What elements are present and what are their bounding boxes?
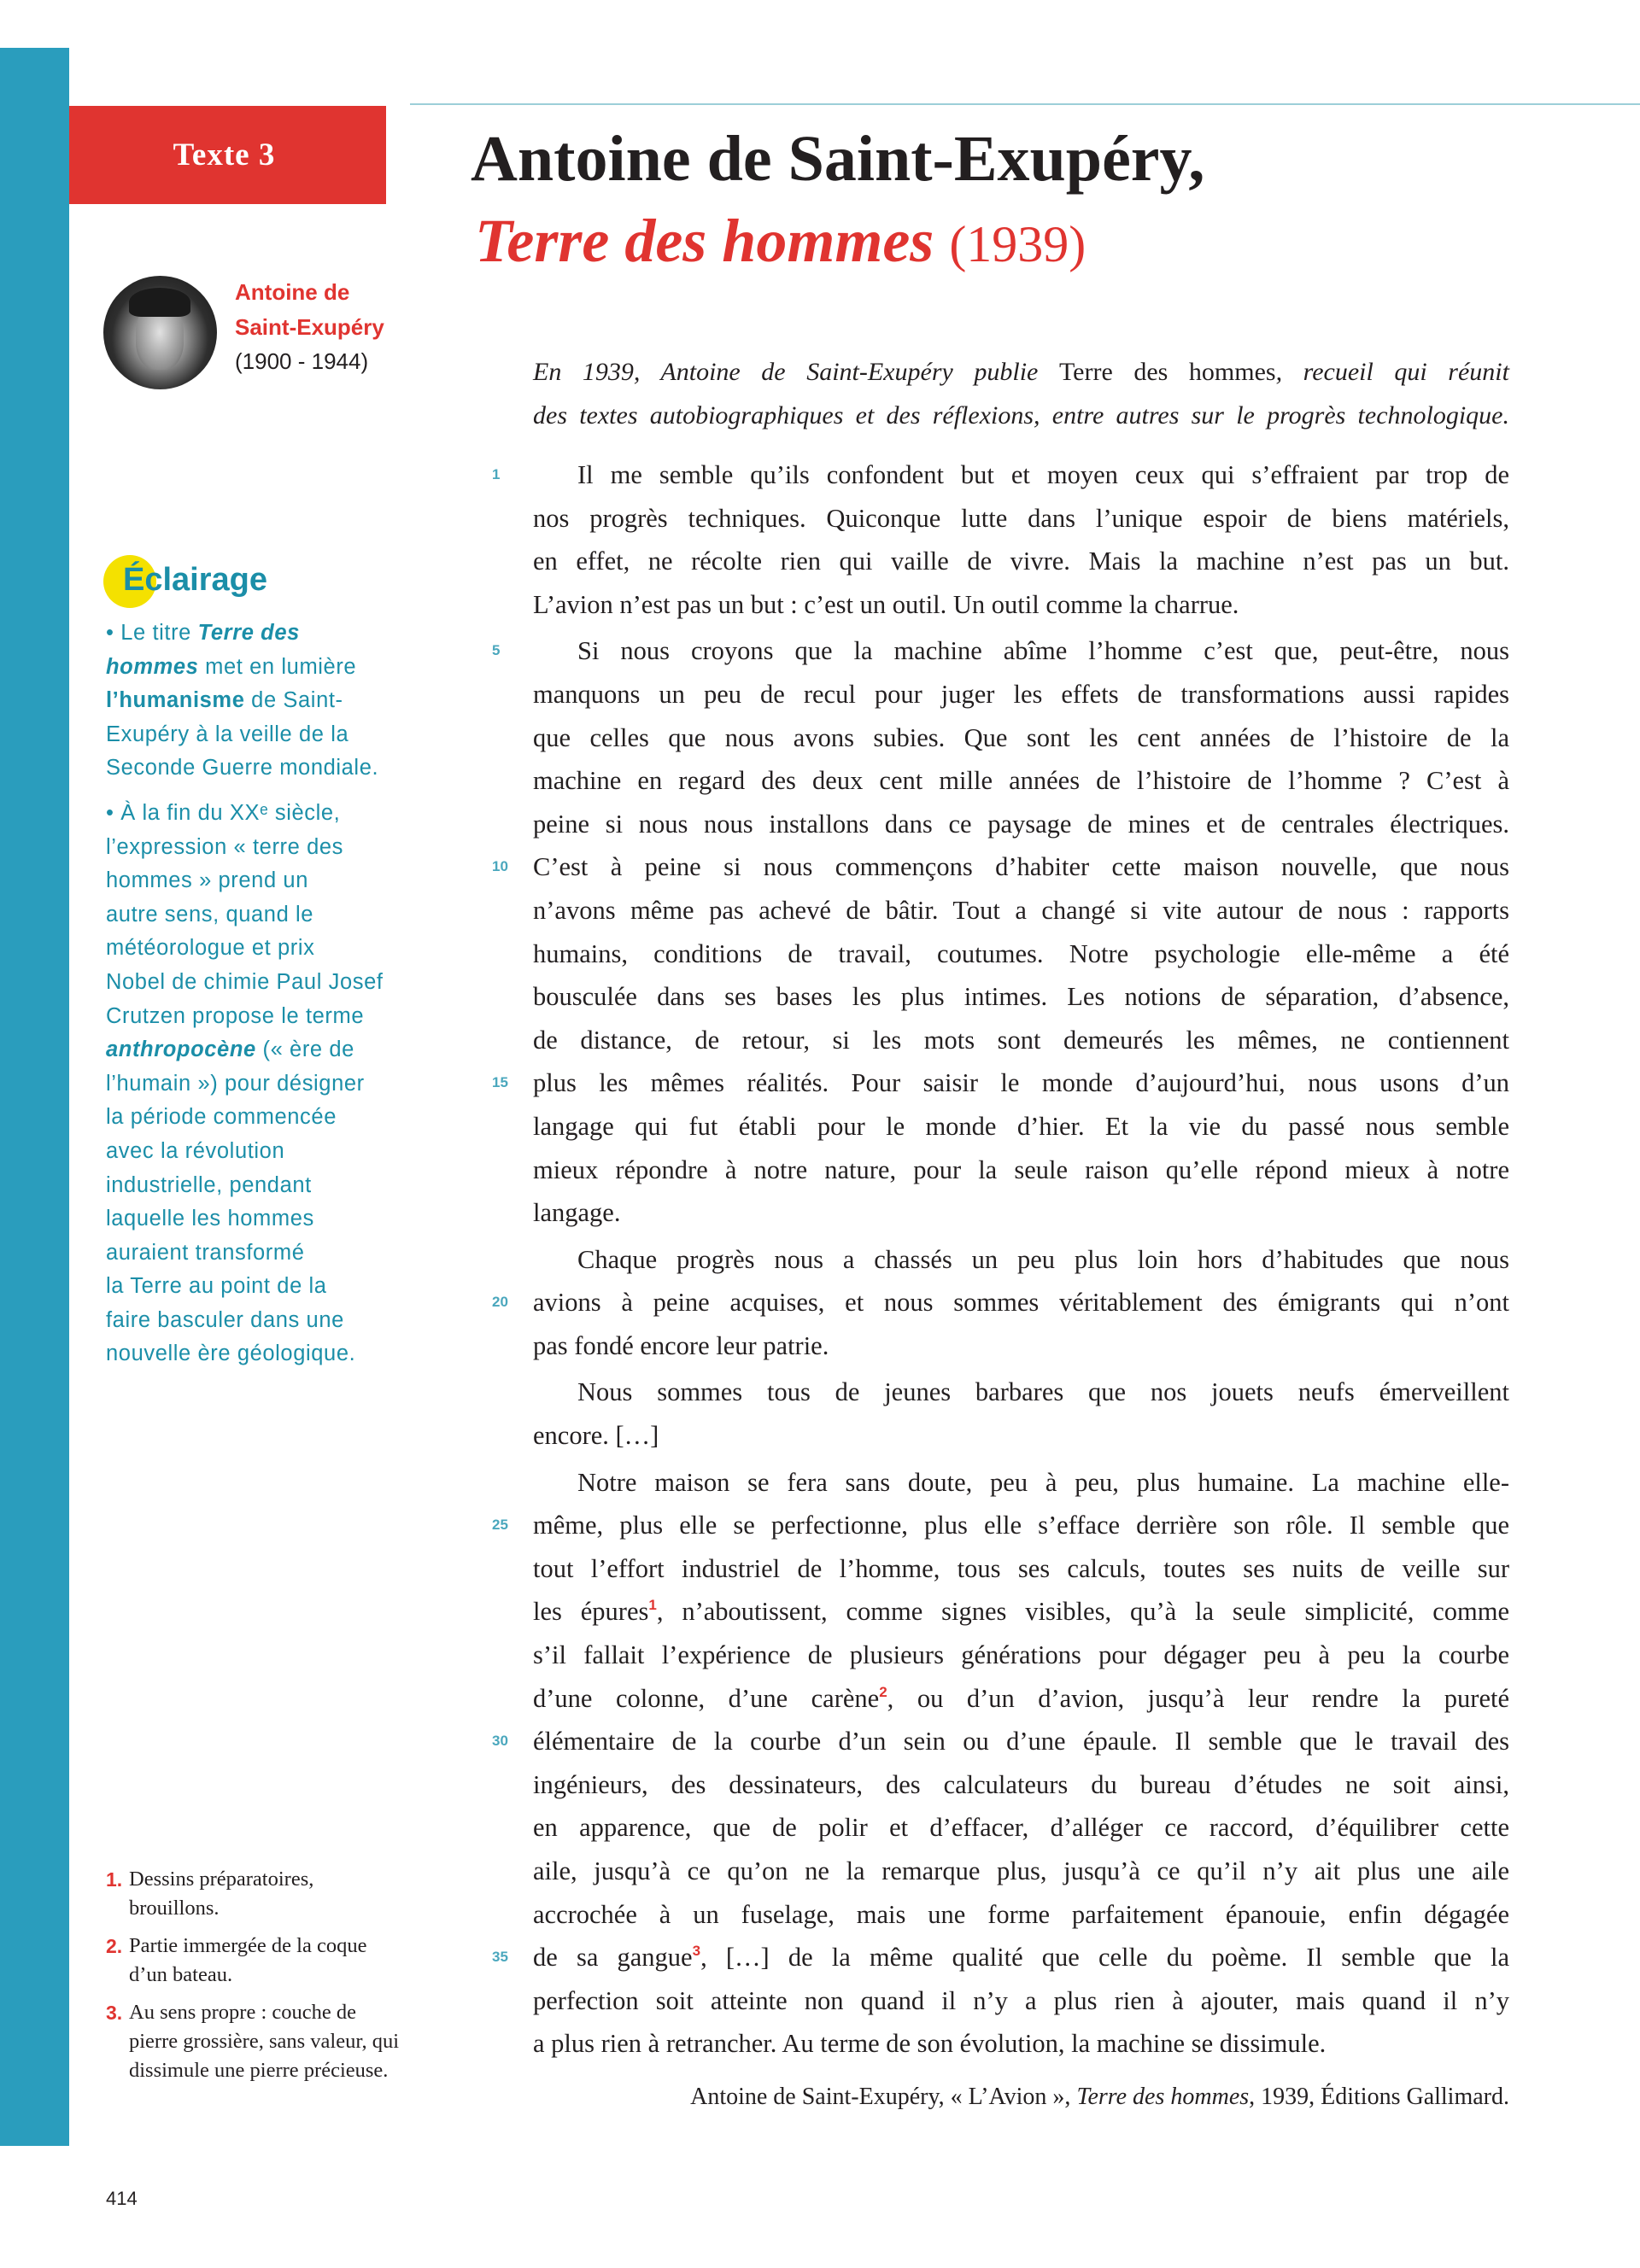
- page-title-author: Antoine de Saint-Exupéry,: [471, 123, 1205, 195]
- text-label: Texte 3: [173, 137, 276, 172]
- footnote-text: Partie immergée de la coque d’un bateau.: [129, 1934, 367, 1986]
- text-line: accrochée à un fuselage, mais une forme parfaitement épanouie, enfin dégagée: [533, 1899, 1509, 1929]
- text-line: n’avons même pas achevé de bâtir. Tout a changé si vite autour de nous : rapports: [533, 895, 1509, 925]
- text-line: en apparence, que de polir et d’effacer, d’alléger ce raccord, d’équilibrer cette: [533, 1813, 1509, 1843]
- text-line: humains, conditions de travail, coutumes. Notre psychologie elle-même a été: [533, 938, 1509, 968]
- text-line: pas fondé encore leur patrie.: [533, 1330, 829, 1360]
- footnote-text: Au sens propre : couche de pierre grossière, sans valeur, qui dissimule une pierre précieuse.: [129, 2001, 400, 2082]
- footnote-text: Dessins préparatoires, brouillons.: [129, 1868, 314, 1920]
- eclairage-line: [106, 932, 384, 966]
- paragraph: [533, 1371, 1509, 1457]
- text-line: s’il fallait l’expérience de plusieurs générations pour dégager peu à peu la courbe: [533, 1640, 1509, 1670]
- author-card: [235, 275, 384, 379]
- eclairage-line: [106, 831, 384, 865]
- eclairage-text: industrielle, pendant: [106, 1172, 312, 1197]
- line-number: 5: [492, 642, 501, 659]
- eclairage-line: [106, 1000, 384, 1034]
- eclairage-text: hommes: [106, 654, 199, 679]
- text-line: 5 Si nous croyons que la machine abîme l’homme c’est que, peut-être, nous: [533, 629, 1509, 673]
- eclairage-line: [106, 1337, 384, 1371]
- eclairage-line: [106, 1033, 384, 1067]
- eclairage-text: l’expression « terre des: [106, 834, 344, 859]
- text-line: a plus rien à retrancher. Au terme de son évolution, la machine se dissimule.: [533, 2029, 1327, 2059]
- eclairage-body: [106, 617, 384, 1371]
- excerpt-body: [492, 453, 1509, 2069]
- text-line: manquons un peu de recul pour juger les effets de transformations aussi rapides: [533, 679, 1509, 709]
- paragraph: [492, 453, 1509, 626]
- text-line: 10 C’est à peine si nous commençons d’habiter cette maison nouvelle, que nous: [533, 845, 1509, 889]
- line-number: 10: [492, 858, 508, 875]
- intro-text: [533, 350, 1509, 437]
- eclairage-text: Crutzen propose le terme: [106, 1003, 365, 1028]
- text-line: 25 même, plus elle se perfectionne, plus elle s’efface derrière son rôle. Il semble que: [533, 1504, 1509, 1547]
- text-line: aile, jusqu’à ce qu’on ne la remarque plus, jusqu’à ce qu’il n’y ait plus une aile: [533, 1856, 1509, 1885]
- text-line: les épures$^1$, n’aboutissent, comme signes visibles, qu’à la seule simplicité, comme: [533, 1597, 1509, 1627]
- eclairage-text: laquelle les hommes: [106, 1207, 314, 1231]
- eclairage-text: faire basculer dans une: [106, 1307, 344, 1332]
- footnote-ref: 2: [879, 1683, 887, 1700]
- footnote: [106, 1865, 405, 1923]
- text-line: bousculée dans ses bases les plus intimes. Les notions de séparation, d’absence,: [533, 982, 1509, 1012]
- eclairage-text: Seconde Guerre mondiale.: [106, 756, 379, 780]
- eclairage-text: la Terre au point de la: [106, 1274, 327, 1299]
- text-label-box: [69, 106, 386, 204]
- eclairage-line: [106, 1135, 384, 1169]
- author-name-line1: Antoine de: [235, 279, 350, 305]
- eclairage-text: auraient transformé: [106, 1240, 305, 1265]
- source-work: Terre des hommes: [1076, 2084, 1250, 2110]
- text-line: perfection soit atteinte non quand il n’y a plus rien à ajouter, mais quand il n’y: [533, 1985, 1509, 2015]
- author-portrait: [103, 276, 217, 389]
- eclairage-text: la période commencée: [106, 1105, 337, 1130]
- eclairage-text: met en lumière: [198, 654, 357, 679]
- intro-part2: , recueil qui réunit: [1275, 358, 1509, 386]
- source-citation: [690, 2084, 1509, 2111]
- eclairage-line: [106, 797, 384, 831]
- text-line: Notre maison se fera sans doute, peu à peu, plus humaine. La machine elle-: [577, 1467, 1509, 1497]
- eclairage-line: [106, 718, 384, 752]
- eclairage-text: anthropocène: [106, 1038, 256, 1062]
- bullet-gap: [106, 786, 384, 797]
- text-line: peine si nous nous installons dans ce paysage de mines et de centrales électriques.: [533, 809, 1509, 839]
- text-line: tout l’effort industriel de l’homme, tous ses calculs, toutes ses nuits de veille sur: [533, 1553, 1509, 1583]
- text-line: machine en regard des deux cent mille années de l’histoire de l’homme ? C’est à: [533, 766, 1509, 796]
- eclairage-text: Terre des: [197, 621, 300, 645]
- eclairage-line: [106, 1304, 384, 1338]
- page-title-work: [475, 207, 1086, 275]
- text-line: 35 de sa gangue$^3$, […] de la même qualité que celle du poème. Il semble que la: [533, 1936, 1509, 1979]
- text-line: d’une colonne, d’une carène$^2$, ou d’un d’avion, jusqu’à leur rendre la pureté: [533, 1683, 1509, 1713]
- footnote: [106, 1998, 405, 2085]
- eclairage-line: [106, 1236, 384, 1271]
- text-line: Chaque progrès nous a chassés un peu plus loin hors d’habitudes que nous: [577, 1244, 1509, 1274]
- side-color-band: [0, 48, 69, 2146]
- eclairage-line: [106, 684, 384, 718]
- footnotes: [106, 1865, 405, 2094]
- eclairage-line: [106, 1101, 384, 1135]
- eclairage-text: hommes » prend un: [106, 868, 308, 893]
- line-number: 20: [492, 1294, 508, 1311]
- eclairage-line: [106, 898, 384, 932]
- text-line: langage qui fut établi pour le monde d’hier. Et la vie du passé nous semble: [533, 1111, 1509, 1141]
- eclairage-line: [106, 864, 384, 898]
- eclairage-text: l’humanisme: [106, 688, 245, 713]
- eclairage-text: (« ère de: [255, 1038, 354, 1062]
- eclairage-text: nouvelle ère géologique.: [106, 1342, 356, 1366]
- text-line: ingénieurs, des dessinateurs, des calculateurs du bureau d’études ne soit ainsi,: [533, 1769, 1509, 1799]
- eclairage-text: • Le titre: [106, 621, 198, 645]
- text-line: Nous sommes tous de jeunes barbares que nos jouets neufs émerveillent: [577, 1377, 1509, 1407]
- text-line: 30 élémentaire de la courbe d’un sein ou d’une épaule. Il semble que le travail des: [533, 1720, 1509, 1763]
- paragraph: [492, 1238, 1509, 1368]
- eclairage-line: [106, 1202, 384, 1236]
- text-line: que celles que nous avons subies. Que sont les cent années de l’histoire de la: [533, 722, 1509, 752]
- eclairage-line: [106, 651, 384, 685]
- eclairage-text: météorologue et prix: [106, 936, 315, 961]
- text-line: encore. […]: [533, 1421, 659, 1451]
- source-part2: , 1939, Éditions Gallimard.: [1249, 2084, 1509, 2110]
- footnote-number: 1.: [106, 1868, 123, 1891]
- author-name-line2: Saint-Exupéry: [235, 313, 384, 340]
- footnote-number: 2.: [106, 1935, 123, 1957]
- line-number: 15: [492, 1074, 508, 1091]
- page-number: 414: [106, 2188, 138, 2209]
- eclairage-line: [106, 617, 384, 651]
- eclairage-text: Exupéry à la veille de la: [106, 722, 349, 746]
- eclairage-text: Nobel de chimie Paul Josef: [106, 969, 384, 994]
- eclairage-text: • À la fin du XXᵉ siècle,: [106, 800, 341, 825]
- eclairage-text: de Saint-: [244, 688, 343, 713]
- line-number: 30: [492, 1733, 508, 1750]
- eclairage-text: l’humain ») pour désigner: [106, 1071, 365, 1096]
- intro-part1: En 1939, Antoine de Saint-Exupéry publie: [533, 358, 1059, 386]
- text-line: 20 avions à peine acquises, et nous sommes véritablement des émigrants qui n’ont: [533, 1281, 1509, 1324]
- source-part1: Antoine de Saint-Exupéry, « L’Avion »,: [690, 2084, 1077, 2110]
- eclairage-line: [106, 1169, 384, 1203]
- paragraph: [492, 629, 1509, 1234]
- text-line: 15 plus les mêmes réalités. Pour saisir le monde d’aujourd’hui, nous usons d’un: [533, 1061, 1509, 1105]
- eclairage-line: [106, 1270, 384, 1304]
- text-line: en effet, ne récolte rien qui vaille de vivre. Mais la machine n’est pas un but.: [533, 547, 1509, 576]
- eclairage-title: Éclairage: [123, 562, 267, 598]
- text-line: 1 Il me semble qu’ils confondent but et moyen ceux qui s’effraient par trop de: [533, 453, 1509, 497]
- text-line: de distance, de retour, si les mots sont demeurés les mêmes, ne contiennent: [533, 1025, 1509, 1055]
- work-year: (1939): [949, 216, 1086, 272]
- intro-work: Terre des hommes: [1058, 358, 1276, 386]
- author-dates: (1900 - 1944): [235, 348, 369, 374]
- eclairage-line: [106, 751, 384, 786]
- eclairage-text: autre sens, quand le: [106, 902, 314, 926]
- line-number: 1: [492, 466, 501, 482]
- text-line: nos progrès techniques. Quiconque lutte dans l’unique espoir de biens matériels,: [533, 503, 1509, 533]
- footnote-ref: 1: [648, 1597, 657, 1614]
- text-line: langage.: [533, 1198, 621, 1228]
- line-number: 25: [492, 1517, 508, 1534]
- footnote-number: 3.: [106, 2002, 123, 2024]
- line-number: 35: [492, 1949, 508, 1966]
- footnote-ref: 3: [692, 1943, 701, 1960]
- eclairage-line: [106, 966, 384, 1000]
- footnote: [106, 1932, 405, 1990]
- header-rule: [410, 103, 1640, 105]
- work-title: Terre des hommes: [475, 207, 934, 275]
- paragraph: [492, 1461, 1509, 2066]
- intro-line2: des textes autobiographiques et des réflexions, entre autres sur le progrès technologique.: [533, 401, 1509, 430]
- text-line: mieux répondre à notre nature, pour la seule raison qu’elle répond mieux à notre: [533, 1154, 1509, 1184]
- eclairage-text: avec la révolution: [106, 1138, 285, 1163]
- text-line: L’avion n’est pas un but : c’est un outil. Un outil comme la charrue.: [533, 589, 1239, 619]
- eclairage-line: [106, 1067, 384, 1102]
